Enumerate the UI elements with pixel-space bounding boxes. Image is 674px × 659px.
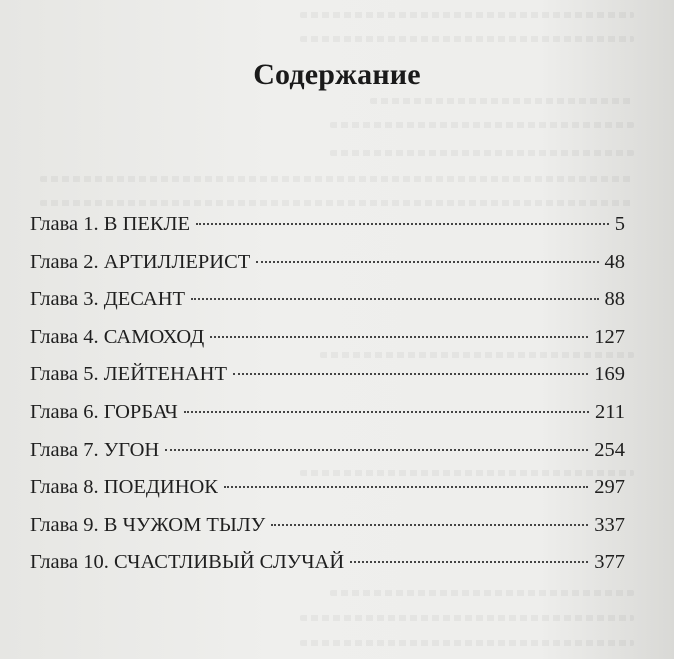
bleed-through-line xyxy=(40,176,634,182)
toc-entry xyxy=(30,212,625,250)
toc-leader-dots xyxy=(350,561,588,563)
toc-entry xyxy=(30,513,625,551)
toc-chapter-title: Глава 8. ПОЕДИНОК xyxy=(30,476,218,499)
toc-chapter-title: Глава 7. УГОН xyxy=(30,438,160,461)
toc-page-number: 48 xyxy=(604,250,625,273)
toc-page-number: 337 xyxy=(594,513,625,536)
toc-leader-dots xyxy=(196,223,609,225)
toc-entry xyxy=(30,362,625,400)
page-title: Содержание xyxy=(253,58,421,91)
toc-page-number: 88 xyxy=(604,288,625,311)
toc-leader-dots xyxy=(184,411,589,413)
bleed-through-line xyxy=(370,98,634,104)
table-of-contents xyxy=(30,212,625,588)
bleed-through-line xyxy=(330,150,634,156)
toc-leader-dots xyxy=(224,486,588,488)
toc-page-number: 127 xyxy=(594,325,625,348)
toc-entry xyxy=(30,550,625,588)
toc-chapter-title: Глава 6. ГОРБАЧ xyxy=(30,400,178,423)
bleed-through-line xyxy=(300,640,634,646)
toc-chapter-title: Глава 9. В ЧУЖОМ ТЫЛУ xyxy=(30,513,266,536)
toc-chapter-title: Глава 5. ЛЕЙТЕНАНТ xyxy=(30,363,227,386)
toc-page-number: 254 xyxy=(594,438,625,461)
toc-chapter-title: Глава 4. САМОХОД xyxy=(30,325,205,348)
toc-page-number: 297 xyxy=(594,476,625,499)
bleed-through-line xyxy=(300,12,634,18)
toc-leader-dots xyxy=(191,298,598,300)
toc-page-number: 377 xyxy=(594,551,625,574)
toc-entry xyxy=(30,287,625,325)
toc-entry xyxy=(30,250,625,288)
toc-leader-dots xyxy=(256,261,598,263)
bleed-through-line xyxy=(40,200,634,206)
toc-page-number: 5 xyxy=(614,213,625,235)
toc-chapter-title: Глава 10. СЧАСТЛИВЫЙ СЛУЧАЙ xyxy=(30,551,345,574)
bleed-through-line xyxy=(300,615,634,621)
toc-entry xyxy=(30,400,625,438)
toc-page-number: 211 xyxy=(595,400,625,423)
toc-chapter-title: Глава 2. АРТИЛЛЕРИСТ xyxy=(30,250,251,273)
bleed-through-line xyxy=(330,122,634,128)
toc-chapter-title: Глава 1. В ПЕКЛЕ xyxy=(30,213,190,235)
toc-leader-dots xyxy=(233,373,588,375)
bleed-through-line xyxy=(330,590,634,596)
toc-chapter-title: Глава 3. ДЕСАНТ xyxy=(30,288,186,311)
toc-leader-dots xyxy=(210,336,588,338)
toc-entry xyxy=(30,325,625,363)
toc-entry xyxy=(30,475,625,513)
toc-entry xyxy=(30,438,625,476)
toc-leader-dots xyxy=(165,449,588,451)
toc-leader-dots xyxy=(271,524,588,526)
bleed-through-line xyxy=(300,36,634,42)
toc-page-number: 169 xyxy=(594,363,625,386)
